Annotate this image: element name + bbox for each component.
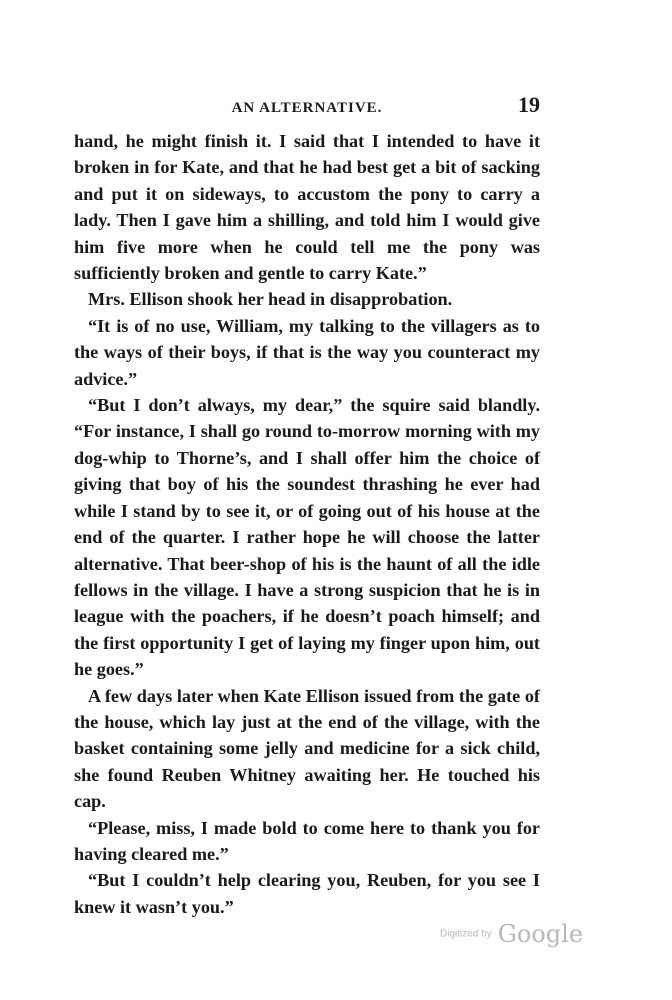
paragraph: A few days later when Kate Ellison issued from the gate of the house, which lay just at the end of the village, with the basket containing some jelly and medicine for a sick child, she found Reuben Whitney awaiting her. He touched his cap.	[74, 685, 540, 812]
body-text	[74, 128, 540, 920]
page-header	[74, 92, 540, 122]
paragraph: “Please, miss, I made bold to come here to thank you for having cleared me.”	[74, 817, 540, 864]
google-logo: Google	[497, 920, 584, 948]
digitized-watermark	[440, 920, 590, 960]
paragraph: “It is of no use, William, my talking to the villagers as to the ways of their boys, if that is the way you counteract my advice.”	[74, 315, 540, 389]
paragraph: hand, he might finish it. I said that I intended to have it broken in for Kate, and that he had best get a bit of sacking and put it on sideways, to accustom the pony to carry a lady. Then I gave him a shilling, and told him I would give him five more when he could tell me the pony was sufficiently broken and gentle to carry Kate.”	[74, 131, 540, 284]
page-number: 19	[518, 92, 540, 117]
paragraph: “But I couldn’t help clearing you, Reuben, for you see I knew it wasn’t you.”	[74, 870, 540, 917]
paragraph: Mrs. Ellison shook her head in disapprobation.	[88, 289, 453, 310]
running-head: AN ALTERNATIVE.	[231, 100, 383, 116]
digitized-by-label: Digitized by	[440, 928, 492, 940]
paragraph: “But I don’t always, my dear,” the squire said blandly. “For instance, I shall go round to-morrow morning with my dog-whip to Thorne’s, and I shall offer him the choice of giving that boy of his the soundest thrashing he ever had while I stand by to see it, or of going out of his house at the end of the quarter. I rather hope he will choose the latter alternative. That beer-shop of his is the haunt of all the idle fellows in the village. I have a strong suspicion that he is in league with the poachers, if he doesn’t poach himself; and the first opportunity I get of laying my finger upon him, out he goes.”	[74, 395, 540, 680]
